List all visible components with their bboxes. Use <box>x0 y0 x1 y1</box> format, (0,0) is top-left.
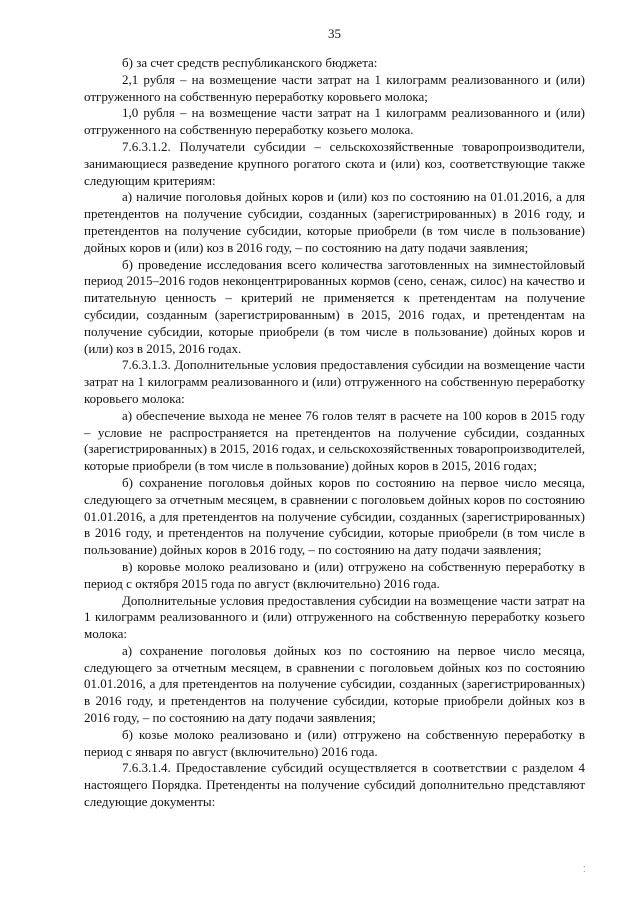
document-page <box>84 26 585 811</box>
paragraph: б) сохранение поголовья дойных коров по состоянию на первое число месяца, следующего за отчетным месяцем, в сравнении с поголовьем дойных коров по состоянию 01.01.2016, а для претендентов на получение субсидии, созданных (зарегистрированных) в 2016 году, и претендентов на получение субсидии, которые приобрели (в том числе в пользование) дойных коров в 2016 году, – по состоянию на дату подачи заявления; <box>84 474 585 558</box>
paragraph: в) коровье молоко реализовано и (или) отгружено на собственную переработку в период с октября 2015 года по август (включительно) 2016 года. <box>84 558 585 591</box>
paragraph: 7.6.3.1.3. Дополнительные условия предоставления субсидии на возмещение части затрат на 1 килограмм реализованного и (или) отгруженного на собственную переработку коровьего молока: <box>84 357 585 406</box>
paragraph: Дополнительные условия предоставления субсидии на возмещение части затрат на 1 килограмм реализованного и (или) отгруженного на собственную переработку козьего молока: <box>84 592 585 642</box>
paragraph: 2,1 рубля – на возмещение части затрат на 1 килограмм реализованного и (или) отгруженного на собственную переработку коровьего молока; <box>84 71 585 104</box>
paragraph: а) наличие поголовья дойных коров и (или) коз по состоянию на 01.01.2016, а для претендентов на получение субсидии, созданных (зарегистрированных) в 2016 году, и претендентов на получение субсидии, которые приобрели (в том числе в пользование) дойных коров и (или) коз в 2016 году, – по состоянию на дату подачи заявления; <box>84 189 585 255</box>
paragraph: б) проведение исследования всего количества заготовленных на зимнестойловый период 2015–2016 годов неконцентрированных кормов (сено, сенаж, силос) на качество и питательную ценность – критерий не применяется к претендентам на получение субсидии, созданным (зарегистрированным) в 2015, 2016 годах, и претендентам на получение субсидии, которые приобрели (в том числе в пользование) дойных коров и (или) коз в 2015, 2016 годах. <box>84 256 585 356</box>
scan-speck: ⁚ <box>583 865 586 874</box>
paragraph: 7.6.3.1.4. Предоставление субсидий осуществляется в соответствии с разделом 4 настоящего Порядка. Претенденты на получение субсидий дополнительно представляют следующие документы: <box>84 760 585 810</box>
paragraph: б) козье молоко реализовано и (или) отгружено на собственную переработку в период с января по август (включительно) 2016 года. <box>84 726 585 759</box>
paragraph: 7.6.3.1.2. Получатели субсидии – сельскохозяйственные товаропроизводители, занимающиеся разведение крупного рогатого скота и (или) коз, соответствующие также следующим критериям: <box>84 138 585 188</box>
paragraph: 1,0 рубля – на возмещение части затрат на 1 килограмм реализованного и (или) отгруженного на собственную переработку козьего молока. <box>84 105 585 138</box>
document-body <box>84 55 585 811</box>
paragraph: а) сохранение поголовья дойных коз по состоянию на первое число месяца, следующего за отчетным месяцем, в сравнении с поголовьем дойных коз по состоянию 01.01.2016, а для претендентов на получение субсидии, созданных (зарегистрированных) в 2016 году, и претендентов на получение субсидии, которые приобрели дойных коз в 2016 году, – по состоянию на дату подачи заявления; <box>84 642 585 726</box>
paragraph: б) за счет средств республиканского бюджета: <box>122 55 378 70</box>
page-number: 35 <box>328 26 341 41</box>
paragraph: а) обеспечение выхода не менее 76 голов телят в расчете на 100 коров в 2015 году – условие не распространяется на претендентов на получение субсидии, созданных (зарегистрированных) в 2015, 2016 годах, и сельскохозяйственных товаропроизводителей, которые приобрели (в том числе в пользование) дойных коров в 2015, 2016 годах; <box>84 407 585 474</box>
